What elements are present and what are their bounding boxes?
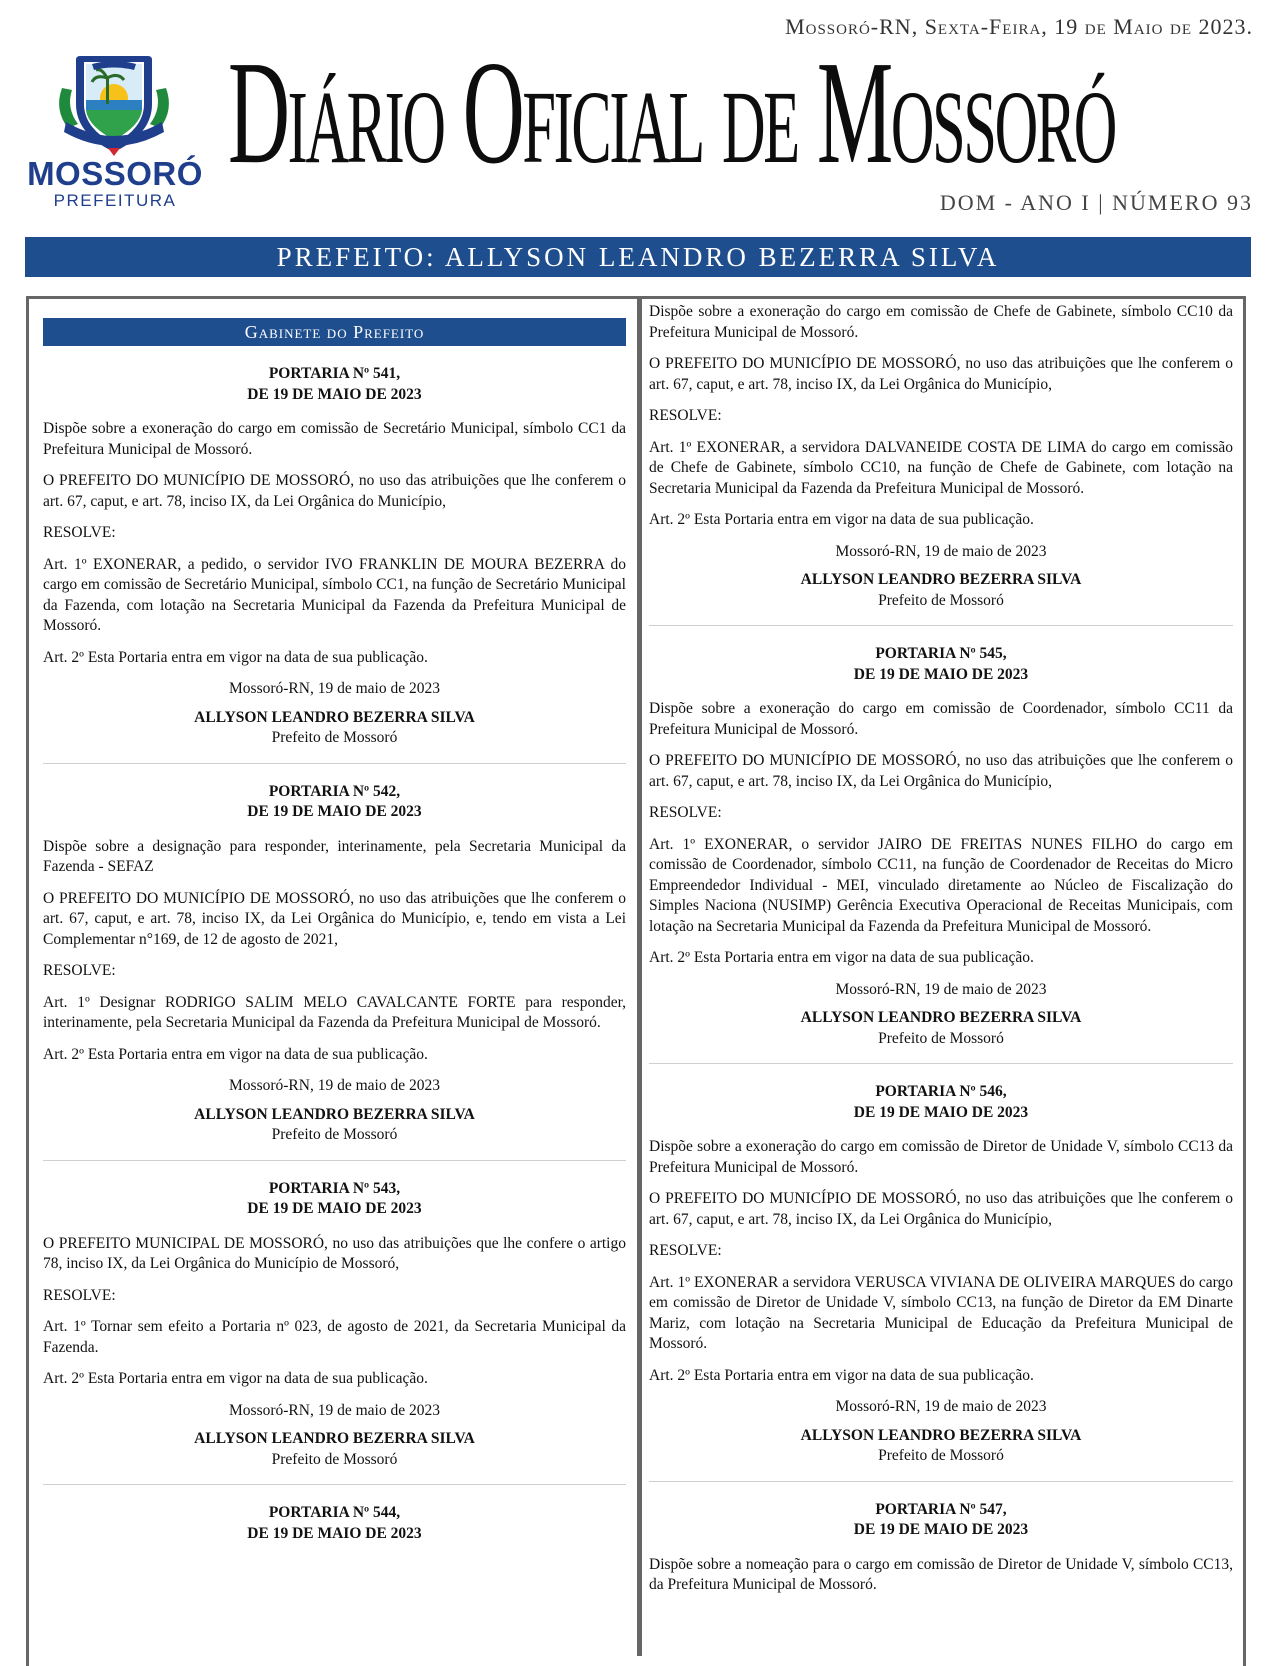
portaria-number: PORTARIA Nº 543, bbox=[268, 1179, 401, 1197]
coat-of-arms-icon bbox=[52, 48, 176, 158]
portaria-place-date: Mossoró-RN, 19 de maio de 2023 bbox=[835, 980, 1047, 998]
portaria-date: DE 19 DE MAIO DE 2023 bbox=[247, 385, 422, 403]
portaria-number: PORTARIA Nº 547, bbox=[875, 1500, 1007, 1518]
portaria-547 bbox=[649, 1500, 1233, 1596]
mayor-banner: PREFEITO: ALLYSON LEANDRO BEZERRA SILVA bbox=[25, 237, 1251, 277]
portaria-article-2: Art. 2º Esta Portaria entra em vigor na data de sua publicação. bbox=[649, 511, 1034, 528]
signer-name: ALLYSON LEANDRO BEZERRA SILVA bbox=[194, 708, 475, 726]
portaria-resolve: RESOLVE: bbox=[43, 1286, 116, 1304]
portaria-date: DE 19 DE MAIO DE 2023 bbox=[853, 665, 1029, 683]
portaria-number: PORTARIA Nº 544, bbox=[268, 1504, 401, 1521]
portaria-preamble: O PREFEITO DO MUNICÍPIO DE MOSSORÓ, no uso das atribuições que lhe conferem o art. 67, caput, e art. 78, inciso IX, da Lei Orgânica do Município, e, tendo em vista a Lei Complementar n°169, de 12 de agosto de 2021, bbox=[43, 889, 626, 948]
signer-role: Prefeito de Mossoró bbox=[271, 1126, 398, 1143]
separator bbox=[43, 763, 626, 764]
portaria-545 bbox=[649, 644, 1233, 1049]
right-column bbox=[649, 303, 1233, 1610]
portaria-date: DE 19 DE MAIO DE 2023 bbox=[247, 803, 422, 820]
signer-name: ALLYSON LEANDRO BEZERRA SILVA bbox=[194, 1430, 475, 1447]
portaria-date: DE 19 DE MAIO DE 2023 bbox=[247, 1200, 422, 1217]
portaria-title bbox=[43, 364, 626, 405]
edition-info: DOM - ANO I | NÚMERO 93 bbox=[939, 190, 1253, 215]
logo-name: MOSSORÓ bbox=[27, 155, 203, 192]
newspaper-title: Diário Oficial de Mossoró bbox=[228, 31, 1116, 195]
portaria-place-date: Mossoró-RN, 19 de maio de 2023 bbox=[229, 1401, 440, 1419]
portaria-preamble: O PREFEITO DO MUNICÍPIO DE MOSSORÓ, no uso das atribuições que lhe conferem o art. 67, caput, e art. 78, inciso IX, da Lei Orgânica do Município, bbox=[649, 1190, 1233, 1228]
column-divider bbox=[637, 296, 642, 1656]
portaria-place-date: Mossoró-RN, 19 de maio de 2023 bbox=[835, 1398, 1047, 1415]
portaria-resolve: RESOLVE: bbox=[649, 407, 722, 424]
portaria-number: PORTARIA Nº 541, bbox=[268, 365, 401, 382]
portaria-date: DE 19 DE MAIO DE 2023 bbox=[247, 1524, 422, 1542]
portaria-preamble: O PREFEITO DO MUNICÍPIO DE MOSSORÓ, no uso das atribuições que lhe conferem o art. 67, caput, e art. 78, inciso IX, da Lei Orgânica do Município, bbox=[649, 752, 1233, 790]
portaria-article-1: Art. 1º Tornar sem efeito a Portaria nº 023, de agosto de 2021, da Secretaria Municipal da Fazenda. bbox=[43, 1318, 626, 1356]
signer-role: Prefeito de Mossoró bbox=[878, 1447, 1004, 1464]
portaria-date: DE 19 DE MAIO DE 2023 bbox=[853, 1103, 1029, 1121]
portaria-ementa: Dispõe sobre a nomeação para o cargo em comissão de Diretor de Unidade V, símbolo CC13, da Prefeitura Municipal de Mossoró. bbox=[649, 1555, 1233, 1593]
portaria-article-2: Art. 2º Esta Portaria entra em vigor na data de sua publicação. bbox=[649, 949, 1034, 966]
portaria-article-1: Art. 1º EXONERAR, o servidor JAIRO DE FREITAS NUNES FILHO do cargo em comissão de Coordenador, símbolo CC11, na função de Coordenador de Receitas do Micro Empreendedor Individual - MEI, vinculado diretamente ao Núcleo de Fiscalização do Simples Naciona (NUSIMP) Gerência Executiva Operacional de Receitas Municipais, com lotação na Secretaria Municipal da Fazenda da Prefeitura Municipal de Mossoró. bbox=[649, 835, 1233, 935]
left-column bbox=[43, 318, 626, 1558]
portaria-542 bbox=[43, 782, 626, 1146]
portaria-title bbox=[649, 1500, 1233, 1541]
separator bbox=[43, 1160, 626, 1161]
portaria-preamble: O PREFEITO DO MUNICÍPIO DE MOSSORÓ, no uso das atribuições que lhe conferem o art. 67, caput, e art. 78, inciso IX, da Lei Orgânica do Município, bbox=[43, 472, 626, 510]
portaria-543 bbox=[43, 1179, 626, 1471]
signer-role: Prefeito de Mossoró bbox=[878, 1029, 1004, 1047]
portaria-number: PORTARIA Nº 546, bbox=[875, 1083, 1007, 1100]
portaria-resolve: RESOLVE: bbox=[649, 1242, 722, 1259]
portaria-article-2: Art. 2º Esta Portaria entra em vigor na data de sua publicação. bbox=[43, 1045, 428, 1063]
portaria-title bbox=[43, 1179, 626, 1220]
signer-role: Prefeito de Mossoró bbox=[271, 729, 398, 746]
portaria-544-heading bbox=[43, 1503, 626, 1544]
portaria-article-1: Art. 1º EXONERAR, a pedido, o servidor IVO FRANKLIN DE MOURA BEZERRA do cargo em comissão de Secretário Municipal, símbolo CC1, na função de Secretário Municipal da Fazenda, com lotação na Secretaria Municipal da Fazenda da Prefeitura Municipal de Mossoró. bbox=[43, 555, 626, 634]
portaria-article-1: Art. 1º EXONERAR a servidora VERUSCA VIVIANA DE OLIVEIRA MARQUES do cargo em comissão de Diretor de Unidade V, símbolo CC13, na função de Diretor da EM Dinarte Mariz, com lotação na Secretaria Municipal de Educação da Prefeitura Municipal de Mossoró. bbox=[649, 1273, 1233, 1352]
portaria-title bbox=[43, 782, 626, 823]
portaria-resolve: RESOLVE: bbox=[649, 804, 722, 821]
portaria-541 bbox=[43, 364, 626, 749]
portaria-ementa: Dispõe sobre a exoneração do cargo em comissão de Coordenador, símbolo CC11 da Prefeitura Municipal de Mossoró. bbox=[649, 700, 1233, 738]
portaria-preamble: O PREFEITO DO MUNICÍPIO DE MOSSORÓ, no uso das atribuições que lhe conferem o art. 67, caput, e art. 78, inciso IX, da Lei Orgânica do Município, bbox=[649, 355, 1233, 393]
separator bbox=[649, 625, 1233, 626]
signer-name: ALLYSON LEANDRO BEZERRA SILVA bbox=[194, 1105, 475, 1123]
portaria-preamble: O PREFEITO MUNICIPAL DE MOSSORÓ, no uso das atribuições que lhe confere o artigo 78, inciso IX, da Lei Orgânica do Município de Mossoró, bbox=[43, 1234, 626, 1272]
portaria-resolve: RESOLVE: bbox=[43, 524, 116, 541]
separator bbox=[43, 1484, 626, 1485]
portaria-ementa: Dispõe sobre a exoneração do cargo em comissão de Diretor de Unidade V, símbolo CC13 da Prefeitura Municipal de Mossoró. bbox=[649, 1138, 1233, 1176]
portaria-number: PORTARIA Nº 542, bbox=[268, 782, 401, 800]
portaria-resolve: RESOLVE: bbox=[43, 962, 116, 979]
portaria-number: PORTARIA Nº 545, bbox=[875, 645, 1007, 662]
signer-name: ALLYSON LEANDRO BEZERRA SILVA bbox=[800, 1426, 1082, 1444]
portaria-place-date: Mossoró-RN, 19 de maio de 2023 bbox=[835, 542, 1047, 560]
portaria-article-2: Art. 2º Esta Portaria entra em vigor na data de sua publicação. bbox=[649, 1366, 1034, 1384]
portaria-article-2: Art. 2º Esta Portaria entra em vigor na data de sua publicação. bbox=[43, 1370, 428, 1387]
portaria-544-body bbox=[649, 302, 1233, 611]
prefeitura-logo bbox=[26, 48, 204, 210]
portaria-article-1: Art. 1º Designar RODRIGO SALIM MELO CAVALCANTE FORTE para responder, interinamente, pela Secretaria Municipal da Fazenda da Prefeitura Municipal de Mossoró. bbox=[43, 993, 626, 1031]
separator bbox=[649, 1481, 1233, 1482]
portaria-ementa: Dispõe sobre a designação para responder, interinamente, pela Secretaria Municipal da Fazenda - SEFAZ bbox=[43, 837, 626, 875]
portaria-546 bbox=[649, 1082, 1233, 1467]
portaria-place-date: Mossoró-RN, 19 de maio de 2023 bbox=[229, 1077, 440, 1094]
portaria-date: DE 19 DE MAIO DE 2023 bbox=[853, 1521, 1029, 1538]
portaria-ementa: Dispõe sobre a exoneração do cargo em comissão de Secretário Municipal, símbolo CC1 da Prefeitura Municipal de Mossoró. bbox=[43, 420, 626, 458]
signer-name: ALLYSON LEANDRO BEZERRA SILVA bbox=[800, 1009, 1082, 1026]
portaria-title bbox=[649, 644, 1233, 685]
logo-subtitle: PREFEITURA bbox=[53, 191, 177, 210]
portaria-title bbox=[43, 1503, 626, 1544]
portaria-article-1: Art. 1º EXONERAR, a servidora DALVANEIDE COSTA DE LIMA do cargo em comissão de Chefe de Gabinete, símbolo CC10, na função de Chefe de Gabinete, com lotação na Secretaria Municipal da Fazenda da Prefeitura Municipal de Mossoró. bbox=[649, 438, 1233, 497]
signer-role: Prefeito de Mossoró bbox=[271, 1450, 398, 1468]
signer-name: ALLYSON LEANDRO BEZERRA SILVA bbox=[800, 571, 1082, 588]
portaria-title bbox=[649, 1082, 1233, 1123]
signer-role: Prefeito de Mossoró bbox=[878, 591, 1004, 609]
portaria-place-date: Mossoró-RN, 19 de maio de 2023 bbox=[229, 680, 440, 697]
portaria-ementa: Dispõe sobre a exoneração do cargo em comissão de Chefe de Gabinete, símbolo CC10 da Prefeitura Municipal de Mossoró. bbox=[649, 303, 1233, 341]
separator bbox=[649, 1063, 1233, 1064]
section-header: Gabinete do Prefeito bbox=[43, 318, 626, 346]
dateline: Mossoró-RN, Sexta-Feira, 19 de Maio de 2023. bbox=[785, 14, 1253, 39]
portaria-article-2: Art. 2º Esta Portaria entra em vigor na data de sua publicação. bbox=[43, 648, 428, 666]
